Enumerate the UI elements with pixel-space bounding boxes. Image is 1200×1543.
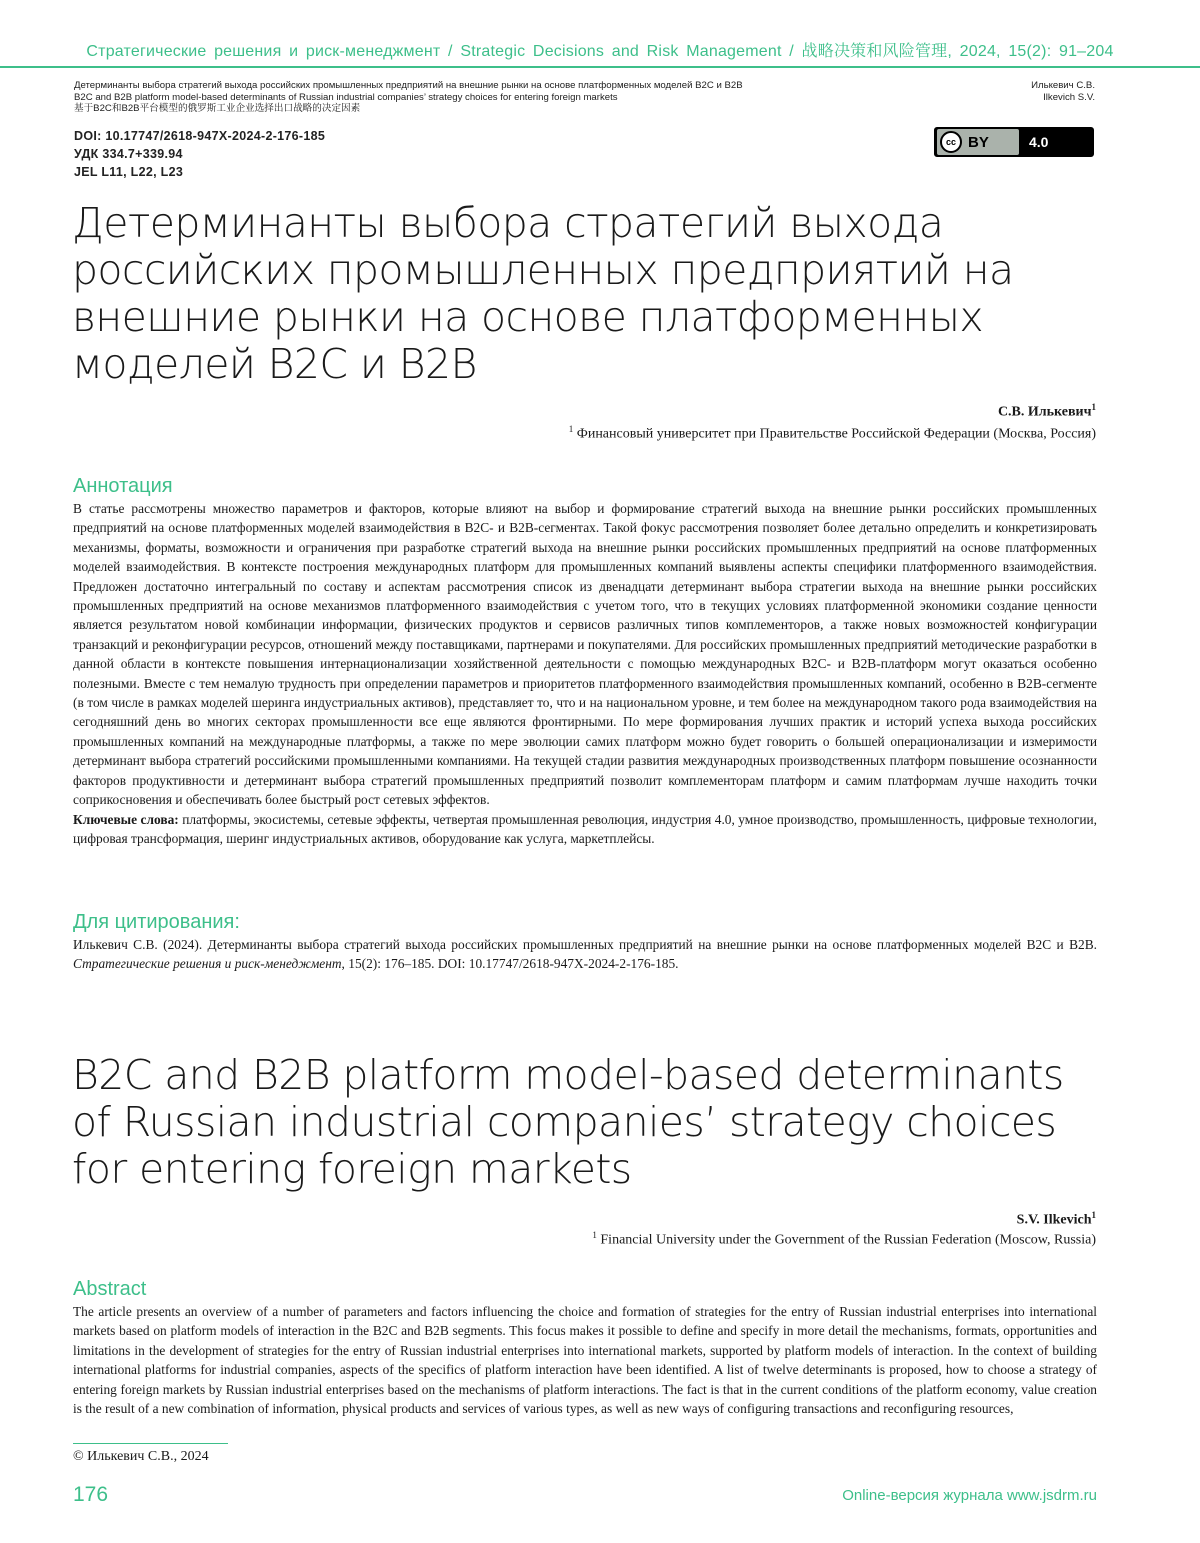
keywords-text: платформы, экосистемы, сетевые эффекты, четвертая промышленная революция, индустрия 4.0, умное производство, промышленность, цифровые технологии, цифровая трансформация, шеринг индустриальных активов, оборудование как услуга, маркетплейсы. bbox=[73, 811, 1098, 846]
running-head bbox=[74, 80, 834, 115]
footnote-divider bbox=[73, 1443, 228, 1444]
abstract-ru-text: В статье рассмотрены множество параметров и факторов, которые влияют на выбор и формирование стратегий выхода на внешние рынки российских промышленных предприятий на основе платформенных моделей взаимодействия в B2C- и B2B-сегментах. Такой фокус рассмотрения позволяет более детально определить и конкретизировать механизмы, форматы, возможности и ограничения при разработке стратегий выхода на внешние рынки российских промышленных предприятий на основе платформенных моделей взаимодействия. В контексте построения международных платформ для промышленных компаний выявлены аспекты специфики платформенного взаимодействия. Предложен достаточно интегральный по составу и аспектам рассмотрения список из двенадцати детерминант выбора стратегии выхода на внешние рынки российских промышленных предприятий на основе механизмов платформенного взаимодействия с учетом того, что в текущих условиях платформенной экономики создание ценности является результатом новой комбинации информации, физических продуктов и сервисов различных типов комплементоров, а также новых возможностей конфигурации транзакций и реконфигурации ресурсов, отношений между поставщиками, партнерами и покупателями. Для российских промышленных предприятий методические разработки в данной области в контексте повышения интернационализации хозяйственной деятельности с помощью международных B2C- и B2B-платформ могут оказаться особенно полезными. Вместе с тем немалую трудность при определении параметров и приоритетов платформенного взаимодействия промышленных компаний, особенно в B2B-сегменте (в том числе в рамках моделей шеринга индустриальных активов), представляет то, что и на национальном уровне, и тем более на международном такого рода взаимодействия на сегодняшний день во многих секторах промышленности все еще являются фронтирными. По мере формирования лучших практик и историй успеха выхода российских промышленных компаний на международные платформы, а также по мере эволюции самих платформ можно будет говорить о большей операционализации и измеримости детерминант выбора стратегий российскими промышленными компаниями. На текущей стадии развития международных производственных платформ повышение осознанности факторов продуктивности и детерминант выбора стратегий промышленных предприятий позволит комплементорам платформ и самим платформам лучше находить точки соприкосновения и обеспечивать более быстрый рост сетевых эффектов. bbox=[73, 501, 1097, 808]
citation-authors-title: Илькевич С.В. (2024). Детерминанты выбора стратегий выхода российских промышленных предприятий на внешние рынки на основе платформенных моделей B2C и B2B. bbox=[73, 937, 1097, 952]
cc-license-badge[interactable] bbox=[934, 127, 1094, 157]
cc-by-label: BY bbox=[968, 133, 989, 151]
doi: DOI: 10.17747/2618-947X-2024-2-176-185 bbox=[74, 129, 326, 143]
running-head-authors bbox=[1031, 80, 1095, 103]
affiliation-ru-text: Финансовый университет при Правительстве Российской Федерации (Москва, Россия) bbox=[576, 426, 1096, 442]
udk: УДК 334.7+339.94 bbox=[74, 147, 183, 161]
affiliation-ru bbox=[569, 424, 1096, 443]
author-ru bbox=[998, 402, 1096, 421]
citation bbox=[73, 935, 1097, 974]
journal-header: Стратегические решения и риск-менеджмент / Strategic Decisions and Risk Management / 战略决策和风险管理, 2024, 15(2): 91–204 bbox=[86, 43, 1114, 60]
author-ru-sup: 1 bbox=[1091, 402, 1096, 412]
running-head-author-ru: Илькевич С.В. bbox=[1031, 80, 1095, 91]
author-ru-name: С.В. Илькевич bbox=[997, 404, 1092, 420]
author-en-sup: 1 bbox=[1091, 1210, 1096, 1220]
running-head-title-ru: Детерминанты выбора стратегий выхода российских промышленных предприятий на внешние рынки на основе платформенных моделей B2C и B2B bbox=[74, 80, 743, 91]
page-number: 176 bbox=[73, 1483, 109, 1506]
affiliation-ru-sup: 1 bbox=[568, 424, 574, 434]
keywords-ru bbox=[73, 810, 1097, 849]
affiliation-en-text: Financial University under the Government of the Russian Federation (Moscow, Russia) bbox=[600, 1232, 1096, 1248]
affiliation-en bbox=[592, 1230, 1096, 1249]
abstract-ru bbox=[73, 499, 1097, 848]
article-title-ru: Детерминанты выбора стратегий выхода российских промышленных предприятий на внешние рынки на основе платформенных моделей B2C и B2B bbox=[72, 199, 1014, 388]
affiliation-en-sup: 1 bbox=[592, 1230, 597, 1240]
cc-version: 4.0 bbox=[1029, 134, 1049, 150]
abstract-heading-ru: Аннотация bbox=[73, 475, 173, 497]
jel-codes: JEL L11, L22, L23 bbox=[74, 165, 184, 179]
author-en-name: S.V. Ilkevich bbox=[1016, 1212, 1092, 1228]
cc-icon: cc bbox=[940, 131, 962, 153]
cc-license-left bbox=[937, 129, 1019, 155]
abstract-en bbox=[73, 1302, 1097, 1418]
article-identifiers bbox=[74, 127, 325, 181]
citation-details: , 15(2): 176–185. DOI: 10.17747/2618-947X-2024-2-176-185. bbox=[341, 956, 679, 972]
online-version-link[interactable]: Online-версия журнала www.jsdrm.ru bbox=[842, 1487, 1097, 1504]
running-head-title-zh: 基于B2C和B2B平台模型的俄罗斯工业企业选择出口战略的决定因素 bbox=[74, 103, 361, 114]
copyright: © Илькевич С.В., 2024 bbox=[73, 1449, 209, 1464]
article-title-en: B2C and B2B platform model-based determinants of Russian industrial companies’ strategy choices for entering foreign markets bbox=[72, 1051, 1064, 1193]
citation-heading: Для цитирования: bbox=[73, 911, 240, 933]
abstract-heading-en: Abstract bbox=[73, 1278, 147, 1300]
keywords-label: Ключевые слова: bbox=[73, 811, 179, 827]
running-head-author-en: Ilkevich S.V. bbox=[1043, 91, 1095, 103]
running-head-title-en: B2C and B2B platform model-based determinants of Russian industrial companies’ strategy choices for entering foreign markets bbox=[74, 91, 618, 103]
author-en bbox=[1017, 1210, 1096, 1229]
abstract-en-text: The article presents an overview of a number of parameters and factors influencing the choice and formation of strategies for the entry of Russian industrial enterprises into international markets based on platform models of interaction in the B2C and B2B segments. This focus makes it possible to define and specify in more detail the mechanisms, formats, opportunities and limitations in the development of strategies for the entry of Russian industrial enterprises into international markets, supported by platform models of interaction. In the context of building international platforms for industrial companies, aspects of the specifics of platform interaction have been identified. A list of twelve determinants is proposed, how to choose a strategy of entering foreign markets by Russian industrial enterprises based on the mechanisms of platform interactions. The fact is that in the current conditions of the platform economy, value creation is the result of a new combination of information, physical products and services of various types, as well as new ways of configuring transactions and reconfiguring resources, bbox=[73, 1304, 1097, 1417]
header-divider bbox=[0, 66, 1200, 68]
citation-journal: Стратегические решения и риск-менеджмент bbox=[73, 956, 342, 972]
